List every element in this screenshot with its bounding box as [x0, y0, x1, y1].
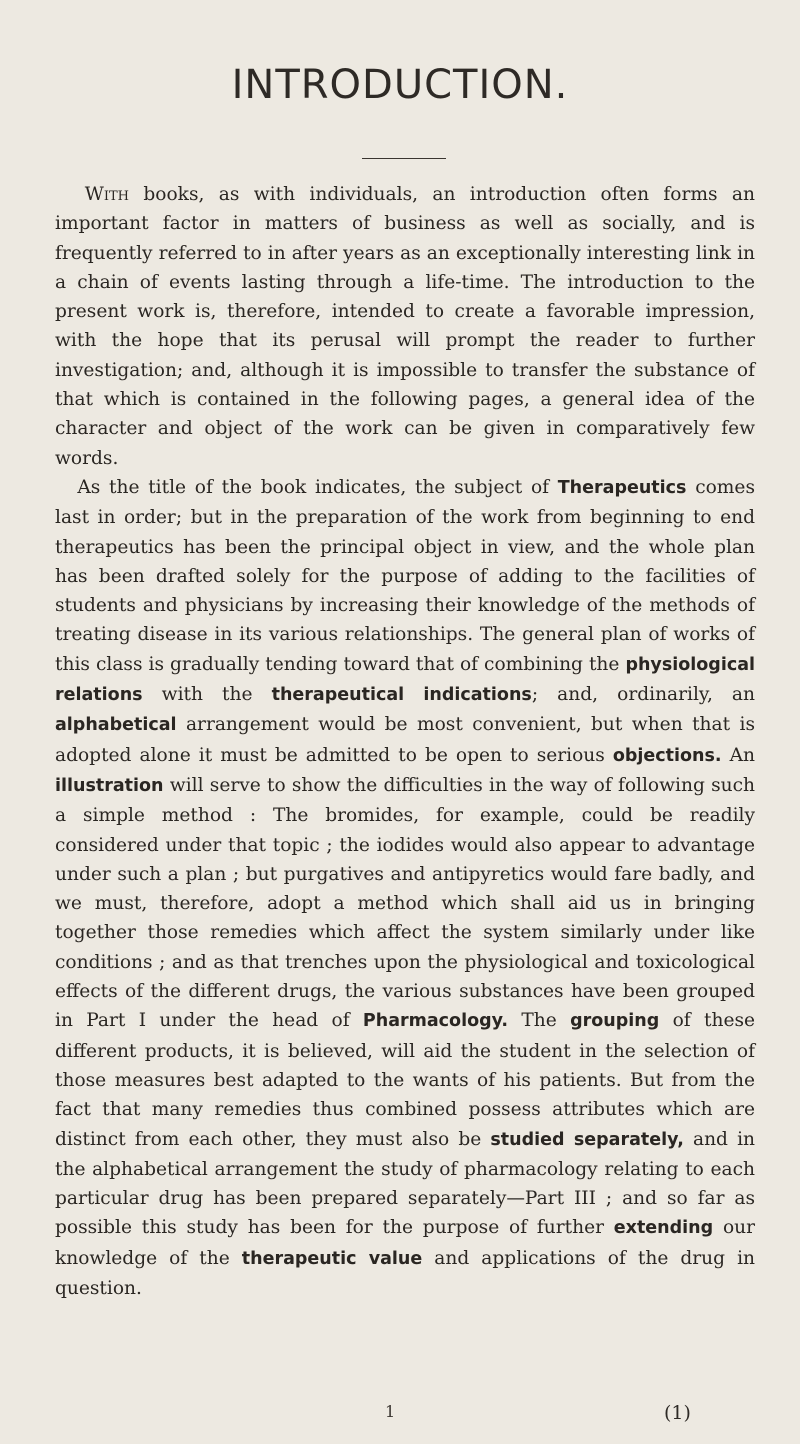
emphasis-physiological-relations: physiological relations [55, 654, 755, 706]
page-number: (1) [664, 1402, 691, 1424]
paragraph-intro [55, 180, 755, 473]
text-run: An [721, 744, 755, 766]
emphasis-therapeutics: Therapeutics [557, 477, 687, 498]
emphasis-alphabetical: alphabetical [55, 715, 177, 736]
opening-word: With [84, 184, 130, 205]
page-title: INTRODUCTION. [231, 62, 569, 108]
emphasis-extending: extending [613, 1218, 714, 1239]
emphasis-studied-separately: studied separately, [490, 1129, 684, 1150]
text-run: The [508, 1010, 571, 1032]
text-run: with the [142, 684, 272, 706]
emphasis-therapeutical-indications: therapeutical indications [271, 685, 532, 706]
paragraph-intro-text: books, as with individuals, an introduction often forms an important factor in matters of business as well as socially, and is frequently referred to in after years as an exceptionally interesting link in a chain of events lasting through a life-time. The introduction to the present work is, therefore, intended to create a favorable impression, with the hope that its perusal will prompt the reader to further investigation; and, although it is impossible to transfer the substance of that which is contained in the following pages, a general idea of the character and object of the work can be given in comparatively few words. [55, 184, 755, 469]
text-run: of these different products, it is believed, will aid the student in the selection of those measures best adapted to the wants of his patients. But from the fact that many remedies thus combined possess attributes which are distinct from each other, they must also be [55, 1010, 755, 1150]
text-run: our knowledge of the [55, 1217, 756, 1269]
text-run: comes last in order; but in the preparation of the work from beginning to end therapeutics has been the principal object in view, and the whole plan has been drafted solely for the purpose of adding to the facilities of students and physicians by increasing their knowledge of the methods of treating disease in its various relationships. The general plan of works of this class is gradually tending toward that of combining the [55, 476, 755, 675]
text-run: and applications of the drug in question. [55, 1247, 756, 1299]
emphasis-objections: objections. [612, 745, 722, 766]
paragraph-therapeutics [55, 473, 755, 1303]
body-text [55, 180, 755, 1303]
text-run: arrangement would be most convenient, but when that is adopted alone it must be admitted to be open to serious [55, 714, 755, 766]
signature-mark: 1 [385, 1402, 396, 1421]
emphasis-illustration: illustration [55, 775, 164, 796]
text-run: As the title of the book indicates, the subject of [77, 476, 558, 498]
text-run: ; and, ordinarily, an [531, 684, 755, 706]
text-run: will serve to show the difficulties in the way of following such a simple method : The bromides, for example, could be readily considered under that topic ; the iodides would also appear to advantage under such a plan ; but purgatives and antipyretics would fare badly, and we must, therefore, adopt a method which shall aid us in bringing together those remedies which affect the system similarly under like conditions ; and as that trenches upon the physiological and toxicological effects of the different drugs, the various substances have been grouped in Part I under the head of [55, 774, 755, 1032]
text-run: and in the alphabetical arrangement the study of pharmacology relating to each particular drug has been prepared separately—Part III ; and so far as possible this study has been for the purpose of further [55, 1128, 755, 1239]
emphasis-therapeutic-value: therapeutic value [241, 1248, 423, 1269]
emphasis-pharmacology: Pharmacology. [362, 1011, 509, 1032]
title-divider [362, 158, 446, 159]
emphasis-grouping: grouping [570, 1011, 660, 1032]
